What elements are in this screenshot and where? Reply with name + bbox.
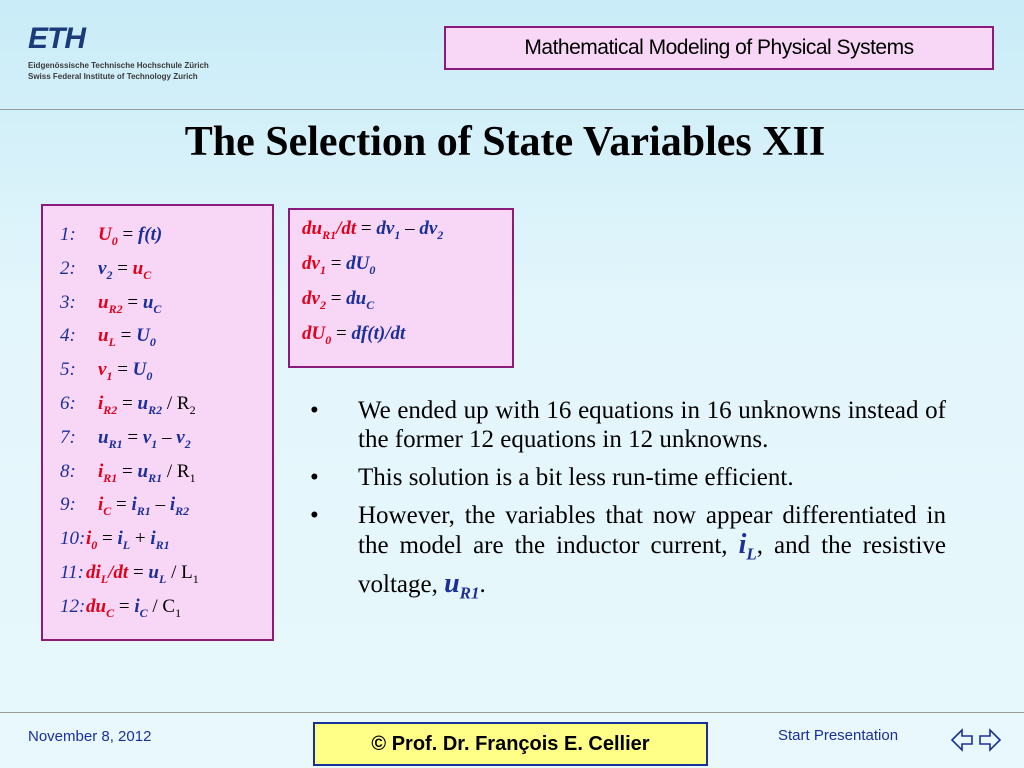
equation-term: + (130, 528, 151, 550)
eth-logo-line1: Eidgenössische Technische Hochschule Zürich (28, 61, 209, 70)
derivative-row (302, 288, 374, 313)
equation-term: = (112, 359, 133, 381)
equation-row (60, 427, 191, 452)
derivative-row (302, 218, 443, 243)
equation-term: – (400, 218, 420, 239)
equation-term: /dt (336, 218, 357, 239)
equation-term: / (147, 595, 163, 617)
equation-number: 4: (60, 325, 76, 347)
equation-number: 6: (60, 393, 76, 414)
equation-term: $dv_1$ (376, 218, 401, 242)
bullet-text-mid: , and the resistive voltage, (358, 532, 946, 598)
equation-list-box (41, 204, 274, 641)
equation-number: 3: (60, 291, 76, 313)
bullet-text: We ended up with 16 equations in 16 unknowns instead of the former 12 equations in 12 unknowns. (358, 397, 946, 453)
equation-term: $i_{R1}$ (150, 528, 170, 552)
course-title-box (444, 26, 994, 70)
equation-term: $du_C$ (86, 595, 115, 620)
bullet-text: This solution is a bit less run-time efficient. (358, 464, 794, 491)
equation-term: / (166, 562, 182, 583)
equation-term: $dU_0$ (346, 253, 376, 277)
equation-number: 10: (60, 528, 86, 550)
equation-term: $u_C$ (132, 257, 152, 282)
equation-term: = (122, 426, 143, 448)
equation-row (60, 461, 196, 486)
equation-term: $i_{R2}$ (169, 494, 190, 519)
equation-term: = (128, 562, 149, 583)
equation-term: = (117, 224, 138, 245)
equation-term: $L_1$ (181, 562, 199, 586)
equation-number: 2: (60, 257, 76, 279)
bullet-item (310, 396, 946, 454)
equation-row (60, 258, 151, 283)
equation-term: = (325, 288, 347, 309)
slide-title: The Selection of State Variables XII (184, 119, 826, 165)
equation-term: = (331, 323, 352, 344)
derivative-row (302, 323, 405, 348)
equation-number: 12: (60, 595, 86, 617)
equation-number: 7: (60, 426, 76, 448)
equation-term: = (111, 494, 132, 516)
equation-term: $u_{R2}$ (98, 291, 123, 316)
bullet-item (310, 463, 946, 492)
back-arrow-icon[interactable] (952, 730, 972, 750)
equation-term: $du_{R1}$ (302, 218, 337, 242)
equation-number: 8: (60, 460, 76, 482)
equation-number: 11: (60, 562, 84, 583)
forward-arrow-icon[interactable] (980, 730, 1000, 750)
equation-term: f(t) (137, 224, 163, 245)
equation-row (60, 292, 161, 317)
equation-term: $i_{R1}$ (131, 494, 151, 519)
bullet-text-end: . (479, 570, 486, 598)
equation-term: $v_1$ (98, 359, 113, 383)
equation-term: – (150, 494, 170, 516)
equation-row (60, 596, 181, 621)
equation-row (60, 494, 189, 519)
equation-row (60, 393, 196, 418)
equation-term: = (117, 393, 138, 414)
bullet-list (310, 396, 946, 616)
equation-term: /dt (108, 562, 129, 583)
equation-term: $dv_2$ (419, 218, 444, 242)
equation-term: $i_C$ (98, 494, 112, 519)
equation-term: df(t)/dt (351, 323, 406, 344)
equation-term: – (157, 426, 177, 448)
equation-term: = (325, 253, 347, 274)
resistive-voltage-var: $u_{R1}$ (444, 567, 480, 603)
equation-number: 5: (60, 359, 76, 381)
equation-term: $U_0$ (136, 325, 156, 350)
equation-term: $u_{R1}$ (98, 426, 123, 451)
equation-row (60, 325, 156, 350)
equation-term: / (162, 393, 177, 414)
equation-number: 1: (60, 224, 76, 245)
equation-term: = (356, 218, 377, 239)
eth-logo-mark: ETH (28, 22, 85, 55)
equation-term: $u_C$ (142, 291, 162, 316)
equation-term: $du_C$ (346, 288, 375, 312)
equation-term: $i_C$ (134, 595, 148, 620)
equation-term: $dv_2$ (302, 288, 326, 312)
nav-arrows (950, 727, 1002, 753)
equation-term: = (117, 460, 138, 482)
derivative-row (302, 253, 375, 278)
footer-date: November 8, 2012 (28, 728, 152, 745)
equation-term: $u_L$ (98, 325, 116, 350)
footer-divider (0, 712, 1024, 713)
eth-logo (28, 24, 268, 94)
bullet-dot: • (310, 502, 319, 529)
equation-term: $U_0$ (132, 359, 153, 383)
eth-logo-line2: Swiss Federal Institute of Technology Zurich (28, 72, 198, 81)
equation-term: $R_2$ (176, 393, 196, 417)
equation-term: = (122, 291, 143, 313)
derivative-box (288, 208, 514, 368)
equation-term: = (97, 528, 118, 550)
equation-term: = (115, 325, 137, 347)
bullet-item (310, 501, 946, 607)
bullet-dot: • (310, 464, 319, 491)
bullet-text: However, the variables that now appear differentiated in the model are the inductor current, (358, 502, 946, 559)
equation-row (60, 562, 199, 587)
equation-number: 9: (60, 494, 76, 516)
equation-term: $i_0$ (86, 528, 98, 552)
start-presentation-link[interactable]: Start Presentation (778, 727, 899, 744)
equation-term: $v_1$ (142, 426, 158, 451)
equation-term: $u_L$ (148, 562, 167, 586)
equation-term: $v_2$ (176, 426, 191, 451)
equation-term: $v_2$ (98, 257, 113, 282)
equation-term: $u_{R2}$ (137, 393, 163, 417)
equation-term: $C_1$ (162, 595, 182, 620)
equation-term: $u_{R1}$ (137, 460, 163, 485)
inductor-current-var: $i_L$ (738, 529, 757, 564)
equation-term: $di_L$ (86, 562, 109, 586)
equation-row (60, 528, 170, 553)
equation-term: $i_{R2}$ (98, 393, 118, 417)
equation-term: = (114, 595, 135, 617)
author-name: © Prof. Dr. François E. Cellier (371, 732, 650, 755)
equation-term: $i_{R1}$ (98, 460, 118, 485)
equation-term: $U_0$ (98, 224, 118, 248)
equation-term: $R_1$ (176, 460, 196, 485)
equation-term: $dU_0$ (302, 323, 332, 347)
bullet-dot: • (310, 397, 319, 424)
equation-term: $dv_1$ (302, 253, 326, 277)
equation-term: $i_L$ (117, 528, 131, 552)
equation-term: = (112, 257, 133, 279)
author-box (313, 722, 708, 766)
equation-term: / (162, 460, 177, 482)
equation-row (60, 359, 152, 384)
header-divider (0, 109, 1024, 110)
equation-row (60, 224, 162, 249)
course-title: Mathematical Modeling of Physical Systems (524, 36, 914, 59)
